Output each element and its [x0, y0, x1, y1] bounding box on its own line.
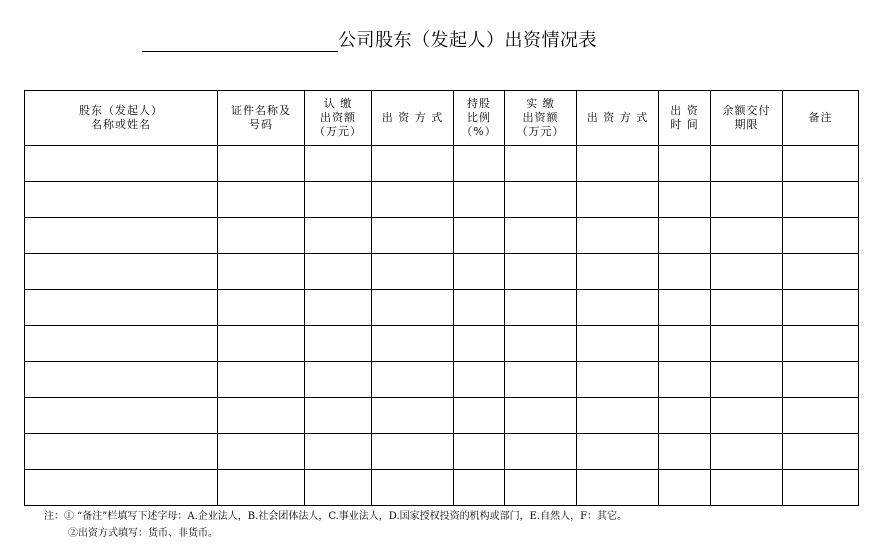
column-header: [659, 91, 711, 146]
table-cell[interactable]: [25, 470, 218, 506]
table-cell[interactable]: [577, 254, 659, 290]
column-header-line: 备注: [808, 111, 833, 124]
table-cell[interactable]: [505, 182, 577, 218]
table-cell[interactable]: [505, 362, 577, 398]
table-cell[interactable]: [218, 398, 305, 434]
table-row: [25, 398, 859, 434]
table-cell[interactable]: [659, 326, 711, 362]
column-header-line: 出资额: [522, 111, 559, 124]
table-cell[interactable]: [577, 470, 659, 506]
column-header: [783, 91, 859, 146]
table-cell[interactable]: [305, 362, 372, 398]
table-cell[interactable]: [659, 398, 711, 434]
table-row: [25, 470, 859, 506]
table-cell[interactable]: [25, 218, 218, 254]
table-cell[interactable]: [25, 434, 218, 470]
table-cell[interactable]: [783, 470, 859, 506]
column-header-line: 出 资 方 式: [381, 111, 444, 124]
table-cell[interactable]: [711, 326, 783, 362]
table-cell[interactable]: [783, 398, 859, 434]
table-cell[interactable]: [454, 146, 505, 182]
table-cell[interactable]: [659, 470, 711, 506]
table-cell[interactable]: [25, 254, 218, 290]
column-header: [372, 91, 454, 146]
column-header: [505, 91, 577, 146]
table-cell[interactable]: [505, 146, 577, 182]
table-row: [25, 326, 859, 362]
table-cell[interactable]: [711, 434, 783, 470]
table-cell[interactable]: [659, 434, 711, 470]
table-cell[interactable]: [372, 434, 454, 470]
table-cell[interactable]: [305, 218, 372, 254]
table-cell[interactable]: [305, 398, 372, 434]
column-header: [577, 91, 659, 146]
table-cell[interactable]: [454, 362, 505, 398]
table-cell[interactable]: [218, 182, 305, 218]
table-cell[interactable]: [218, 434, 305, 470]
form-title-text: 公司股东（发起人）出资情况表: [338, 30, 597, 51]
table-row: [25, 146, 859, 182]
table-cell[interactable]: [505, 398, 577, 434]
table-cell[interactable]: [659, 218, 711, 254]
table-cell[interactable]: [454, 470, 505, 506]
column-header-line: 名称或姓名: [91, 118, 151, 131]
column-header-line: 实 缴: [526, 97, 555, 110]
table-cell[interactable]: [454, 290, 505, 326]
table-cell[interactable]: [783, 290, 859, 326]
table-cell[interactable]: [454, 254, 505, 290]
column-header-line: 出资额: [320, 111, 356, 124]
table-cell[interactable]: [305, 470, 372, 506]
column-header: [454, 91, 505, 146]
table-cell[interactable]: [577, 290, 659, 326]
column-header-line: 余额交付: [722, 104, 771, 117]
table-cell[interactable]: [783, 146, 859, 182]
table-cell[interactable]: [783, 182, 859, 218]
table-cell[interactable]: [505, 254, 577, 290]
note-line-2: ②出资方式填写：货币、非货币。: [68, 528, 218, 539]
table-cell[interactable]: [305, 146, 372, 182]
table-cell[interactable]: [577, 146, 659, 182]
table-cell[interactable]: [711, 182, 783, 218]
table-cell[interactable]: [305, 290, 372, 326]
table-header-row: [25, 91, 859, 146]
table-cell[interactable]: [711, 398, 783, 434]
column-header-line: 出 资 方 式: [586, 111, 649, 124]
table-cell[interactable]: [218, 218, 305, 254]
table-cell[interactable]: [25, 326, 218, 362]
form-title: [142, 24, 597, 52]
table-cell[interactable]: [454, 326, 505, 362]
column-header-line: （万元）: [314, 125, 362, 138]
table-cell[interactable]: [218, 290, 305, 326]
table-cell[interactable]: [372, 254, 454, 290]
table-cell[interactable]: [659, 182, 711, 218]
table-cell[interactable]: [505, 326, 577, 362]
table-cell[interactable]: [577, 398, 659, 434]
table-cell[interactable]: [711, 290, 783, 326]
table-cell[interactable]: [577, 434, 659, 470]
table-cell[interactable]: [218, 254, 305, 290]
table-cell[interactable]: [454, 218, 505, 254]
table-cell[interactable]: [218, 362, 305, 398]
table-row: [25, 254, 859, 290]
table-cell[interactable]: [711, 470, 783, 506]
table-row: [25, 182, 859, 218]
table-cell[interactable]: [25, 182, 218, 218]
table-cell[interactable]: [372, 470, 454, 506]
table-cell[interactable]: [711, 254, 783, 290]
notes: [44, 508, 627, 542]
table-row: [25, 290, 859, 326]
table-cell[interactable]: [372, 326, 454, 362]
table-cell[interactable]: [577, 362, 659, 398]
table-cell[interactable]: [711, 362, 783, 398]
table-cell[interactable]: [783, 362, 859, 398]
table-cell[interactable]: [305, 182, 372, 218]
table-cell[interactable]: [577, 182, 659, 218]
note-line-1: 注：① “备注”栏填写下述字母：A.企业法人，B.社会团体法人，C.事业法人，D.国家授权投资的机构或部门，E.自然人，F：其它。: [44, 511, 628, 522]
table-row: [25, 434, 859, 470]
column-header-line: （万元）: [516, 125, 565, 138]
table-cell[interactable]: [783, 254, 859, 290]
table-cell[interactable]: [659, 362, 711, 398]
table-cell[interactable]: [305, 434, 372, 470]
column-header-line: 期限: [734, 118, 759, 131]
column-header-line: 比例: [467, 111, 491, 124]
table-cell[interactable]: [218, 326, 305, 362]
table-cell[interactable]: [505, 434, 577, 470]
shareholder-contribution-table: [24, 90, 859, 506]
table-cell[interactable]: [454, 182, 505, 218]
table-cell[interactable]: [372, 362, 454, 398]
table-cell[interactable]: [305, 326, 372, 362]
table-body: [25, 146, 859, 506]
table-cell[interactable]: [25, 290, 218, 326]
table-cell[interactable]: [505, 470, 577, 506]
column-header: [305, 91, 372, 146]
table-cell[interactable]: [25, 398, 218, 434]
table-cell[interactable]: [577, 326, 659, 362]
column-header-line: （%）: [461, 125, 497, 138]
table-cell[interactable]: [454, 398, 505, 434]
column-header-line: 股东（发起人）: [79, 104, 163, 117]
table-cell[interactable]: [305, 254, 372, 290]
table-cell[interactable]: [218, 470, 305, 506]
table-cell[interactable]: [577, 218, 659, 254]
column-header-line: 号码: [249, 118, 273, 131]
table-cell[interactable]: [372, 182, 454, 218]
table-cell[interactable]: [25, 146, 218, 182]
table-cell[interactable]: [783, 218, 859, 254]
table-cell[interactable]: [659, 290, 711, 326]
table-cell[interactable]: [659, 146, 711, 182]
table-cell[interactable]: [372, 218, 454, 254]
table-cell[interactable]: [218, 146, 305, 182]
table-row: [25, 362, 859, 398]
table-cell[interactable]: [372, 398, 454, 434]
table-cell[interactable]: [454, 434, 505, 470]
table-cell[interactable]: [659, 254, 711, 290]
column-header-line: 认 缴: [323, 97, 353, 110]
column-header-line: 持股: [467, 97, 491, 110]
table-cell[interactable]: [711, 146, 783, 182]
table-row: [25, 218, 859, 254]
company-name-blank[interactable]: [142, 30, 338, 52]
column-header: [218, 91, 305, 146]
table-cell[interactable]: [25, 362, 218, 398]
column-header-line: 时 间: [670, 118, 699, 131]
table-cell[interactable]: [505, 218, 577, 254]
column-header: [711, 91, 783, 146]
table-cell[interactable]: [783, 326, 859, 362]
column-header-line: 出 资: [670, 104, 699, 117]
column-header: [25, 91, 218, 146]
table-cell[interactable]: [783, 434, 859, 470]
table-cell[interactable]: [372, 146, 454, 182]
table-cell[interactable]: [711, 218, 783, 254]
column-header-line: 证件名称及: [231, 104, 291, 117]
table-cell[interactable]: [505, 290, 577, 326]
table-cell[interactable]: [372, 290, 454, 326]
